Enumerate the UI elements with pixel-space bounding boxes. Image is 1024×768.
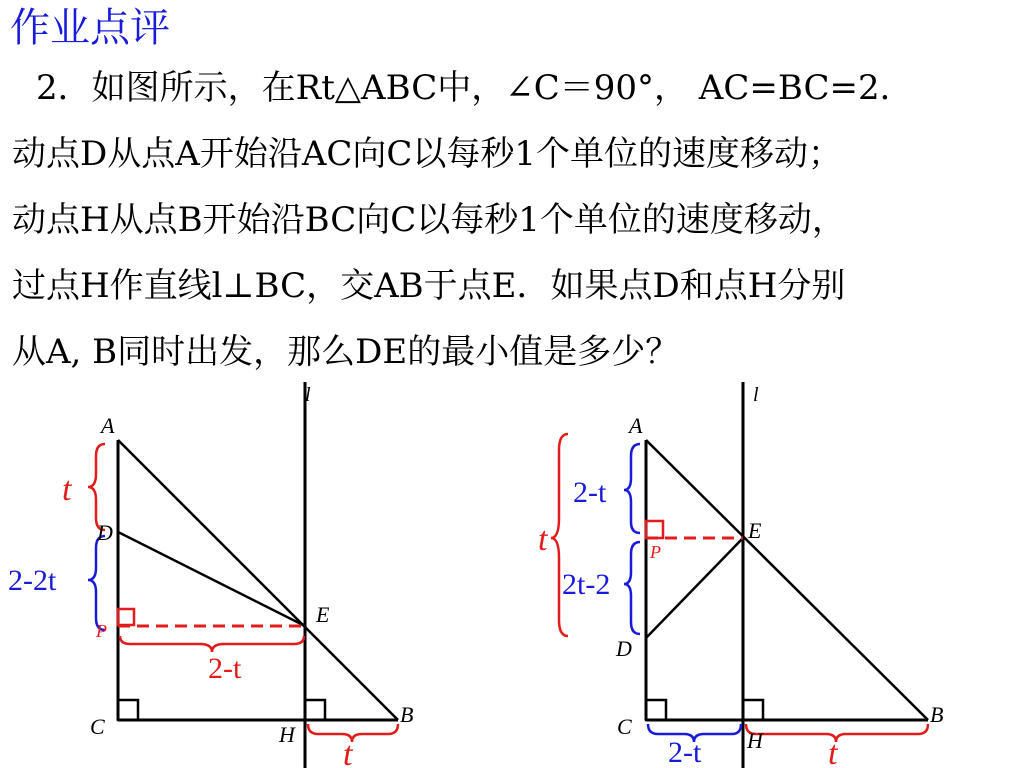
- label-t-top-left: t: [62, 471, 72, 508]
- right-angle-p-left: [118, 609, 134, 625]
- label-hb-left: t: [343, 736, 353, 768]
- brace-ap-right: [624, 444, 640, 533]
- label-d-left: D: [97, 520, 113, 545]
- label-b-right: B: [930, 702, 944, 727]
- brace-pe-left: [120, 636, 304, 652]
- figure-left-labels: [8, 384, 413, 768]
- segment-ab-left: [118, 440, 398, 720]
- label-ch-right: 2-t: [668, 736, 702, 768]
- problem-line-3: 动点H从点B开始沿BC向C以每秒1个单位的速度移动，: [12, 200, 846, 240]
- segment-de-left: [118, 532, 305, 626]
- label-pe-left: 2-t: [208, 652, 242, 685]
- label-ad-right: t: [538, 521, 548, 558]
- label-p-left: P: [96, 621, 107, 641]
- label-b-left: B: [400, 702, 414, 727]
- brace-ad-right: [551, 434, 568, 636]
- label-e-left: E: [316, 602, 330, 627]
- label-a-left: A: [101, 413, 115, 438]
- label-c-right: C: [617, 714, 632, 739]
- problem-line-1: 2．如图所示，在Rt△ABC中，∠C＝90°， AC=BC=2．: [36, 68, 914, 108]
- figure-right-labels: [538, 384, 943, 768]
- right-angle-c-left: [118, 700, 138, 720]
- segment-ab-right: [646, 440, 928, 720]
- label-p-right: P: [650, 542, 661, 562]
- label-c-left: C: [90, 714, 105, 739]
- right-angle-h-left: [305, 700, 325, 720]
- brace-t-top-left: [88, 444, 105, 530]
- label-d-right: D: [616, 636, 632, 661]
- problem-line-2: 动点D从点A开始沿AC向C以每秒1个单位的速度移动；: [12, 134, 843, 174]
- label-a-right: A: [629, 413, 643, 438]
- label-pd-right: 2t-2: [562, 568, 611, 601]
- right-angle-c-right: [646, 700, 666, 720]
- label-ap-right: 2-t: [573, 476, 607, 509]
- brace-pd-right: [624, 542, 640, 634]
- label-e-right: E: [748, 518, 762, 543]
- problem-line-4: 过点H作直线l⊥BC，交AB于点E．如果点D和点H分别: [12, 266, 846, 306]
- brace-ad-lower-left: [88, 536, 105, 630]
- problem-line-5: 从A, B同时出发，那么DE的最小值是多少？: [12, 332, 680, 372]
- figure-left: [88, 382, 398, 768]
- brace-hb-left: [308, 724, 398, 742]
- right-angle-h-right: [743, 700, 763, 720]
- right-angle-p-right: [646, 521, 663, 538]
- label-l-left: l: [305, 384, 311, 406]
- label-h-left: H: [279, 722, 295, 747]
- label-h-right: H: [747, 728, 763, 753]
- page-title: 作业点评: [10, 5, 170, 51]
- label-l-right: l: [753, 384, 759, 406]
- label-ad-lower-left: 2-2t: [8, 564, 57, 597]
- label-hb-right: t: [828, 735, 838, 768]
